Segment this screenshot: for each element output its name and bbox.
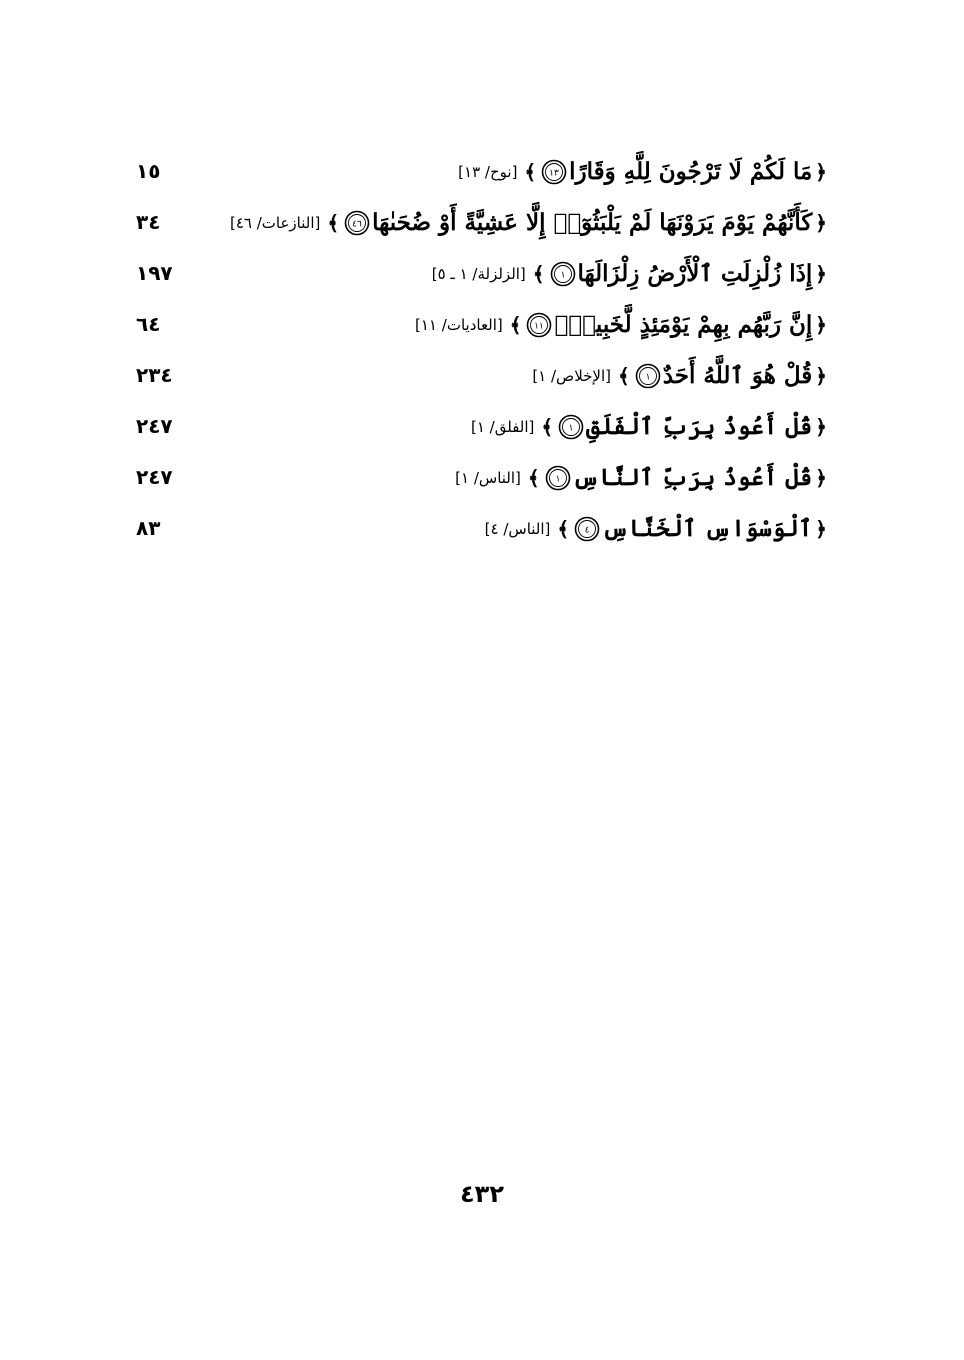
verse-text: إِذَا زُلْزِلَتِ ٱلْأَرْضُ زِلْزَالَهَا <box>577 260 813 287</box>
close-ornate-bracket: ﴾ <box>527 465 540 490</box>
verse-text: مَا لَكُمْ لَا تَرْجُونَ لِلَّهِ وَقَارًا <box>569 158 813 185</box>
page-reference: ٢٣٤ <box>136 363 173 387</box>
page-reference: ١٩٧ <box>136 261 173 285</box>
verse-cell <box>532 350 830 401</box>
page-number: ٤٣٢ <box>460 1180 504 1208</box>
close-ornate-bracket: ﴾ <box>524 159 537 184</box>
open-ornate-bracket: ﴿ <box>815 516 827 541</box>
verse-cell <box>485 503 830 554</box>
ayah-number: ١١ <box>534 321 545 331</box>
ayah-number: ٤٦ <box>352 219 362 229</box>
verse-cell <box>230 197 830 248</box>
ayah-number: ١ <box>555 474 561 484</box>
verse-cell <box>471 401 830 452</box>
ayah-end-marker-icon <box>558 414 584 440</box>
surah-reference: [الناس/ ٤] <box>484 519 551 538</box>
close-ornate-bracket: ﴾ <box>618 363 630 388</box>
verse-text: إِنَّ رَبَّهُم بِهِمْ يَوْمَئِذٍ لَّخَبِيرٌۢ <box>554 311 813 338</box>
page-reference: ٣٤ <box>136 210 161 234</box>
open-ornate-bracket: ﴿ <box>815 159 827 184</box>
index-row <box>0 248 964 299</box>
page-reference: ٦٤ <box>136 312 161 336</box>
ayah-number: ١٣ <box>549 168 559 178</box>
surah-reference: [الناس/ ١] <box>455 468 521 487</box>
page-reference: ١٥ <box>136 159 161 183</box>
index-row <box>0 146 964 197</box>
ayah-end-marker-icon <box>550 261 576 287</box>
verse-text: قُلْ أَعُوذُ بِرَبِّ ٱلْفَلَقِ <box>586 413 813 440</box>
page-reference: ٢٤٧ <box>136 414 173 438</box>
index-row <box>0 299 964 350</box>
page-reference: ٢٤٧ <box>136 465 173 489</box>
open-ornate-bracket: ﴿ <box>815 312 827 337</box>
close-ornate-bracket: ﴾ <box>509 312 522 337</box>
index-row <box>0 350 964 401</box>
ayah-number: ١ <box>568 423 574 433</box>
verse-index-table <box>0 146 964 554</box>
index-row <box>0 452 964 503</box>
close-ornate-bracket: ﴾ <box>532 261 545 286</box>
ayah-end-marker-icon <box>635 363 661 389</box>
close-ornate-bracket: ﴾ <box>557 516 570 541</box>
ayah-number: ٤ <box>584 525 590 535</box>
index-row <box>0 503 964 554</box>
close-ornate-bracket: ﴾ <box>541 414 554 439</box>
ayah-number: ١ <box>560 270 565 280</box>
page-reference: ٨٣ <box>136 516 161 540</box>
verse-text: ٱلْوَسْوَاسِ ٱلْخَنَّاسِ <box>602 515 813 542</box>
verse-text: قُلْ أَعُوذُ بِرَبِّ ٱلنَّاسِ <box>572 464 813 491</box>
open-ornate-bracket: ﴿ <box>815 261 827 286</box>
verse-cell <box>415 299 830 350</box>
surah-reference: [نوح/ ١٣] <box>458 162 518 181</box>
verse-text: قُلْ هُوَ ٱللَّهُ أَحَدٌ <box>662 362 813 389</box>
surah-reference: [الزلزلة/ ١ ـ ٥] <box>431 264 526 283</box>
verse-text: كَأَنَّهُمْ يَوْمَ يَرَوْنَهَا لَمْ يَلْبَثُوٓا۟ إِلَّا عَشِيَّةً أَوْ ضُحَىٰهَا <box>372 209 813 236</box>
verse-cell <box>455 452 830 503</box>
open-ornate-bracket: ﴿ <box>815 465 827 490</box>
index-row <box>0 401 964 452</box>
ayah-number: ١ <box>645 372 651 382</box>
surah-reference: [الفلق/ ١] <box>470 417 535 436</box>
index-row <box>0 197 964 248</box>
surah-reference: [النازعات/ ٤٦] <box>229 213 321 232</box>
surah-reference: [العاديات/ ١١] <box>415 315 503 334</box>
open-ornate-bracket: ﴿ <box>815 414 827 439</box>
ayah-end-marker-icon <box>545 465 571 491</box>
ayah-end-marker-icon <box>526 312 552 338</box>
surah-reference: [الإخلاص/ ١] <box>532 366 611 385</box>
verse-cell <box>432 248 830 299</box>
open-ornate-bracket: ﴿ <box>815 210 827 235</box>
ayah-end-marker-icon <box>541 159 567 185</box>
verse-cell <box>458 146 830 197</box>
close-ornate-bracket: ﴾ <box>327 210 340 235</box>
ayah-end-marker-icon <box>574 516 600 542</box>
ayah-end-marker-icon <box>344 210 370 236</box>
open-ornate-bracket: ﴿ <box>815 363 827 388</box>
